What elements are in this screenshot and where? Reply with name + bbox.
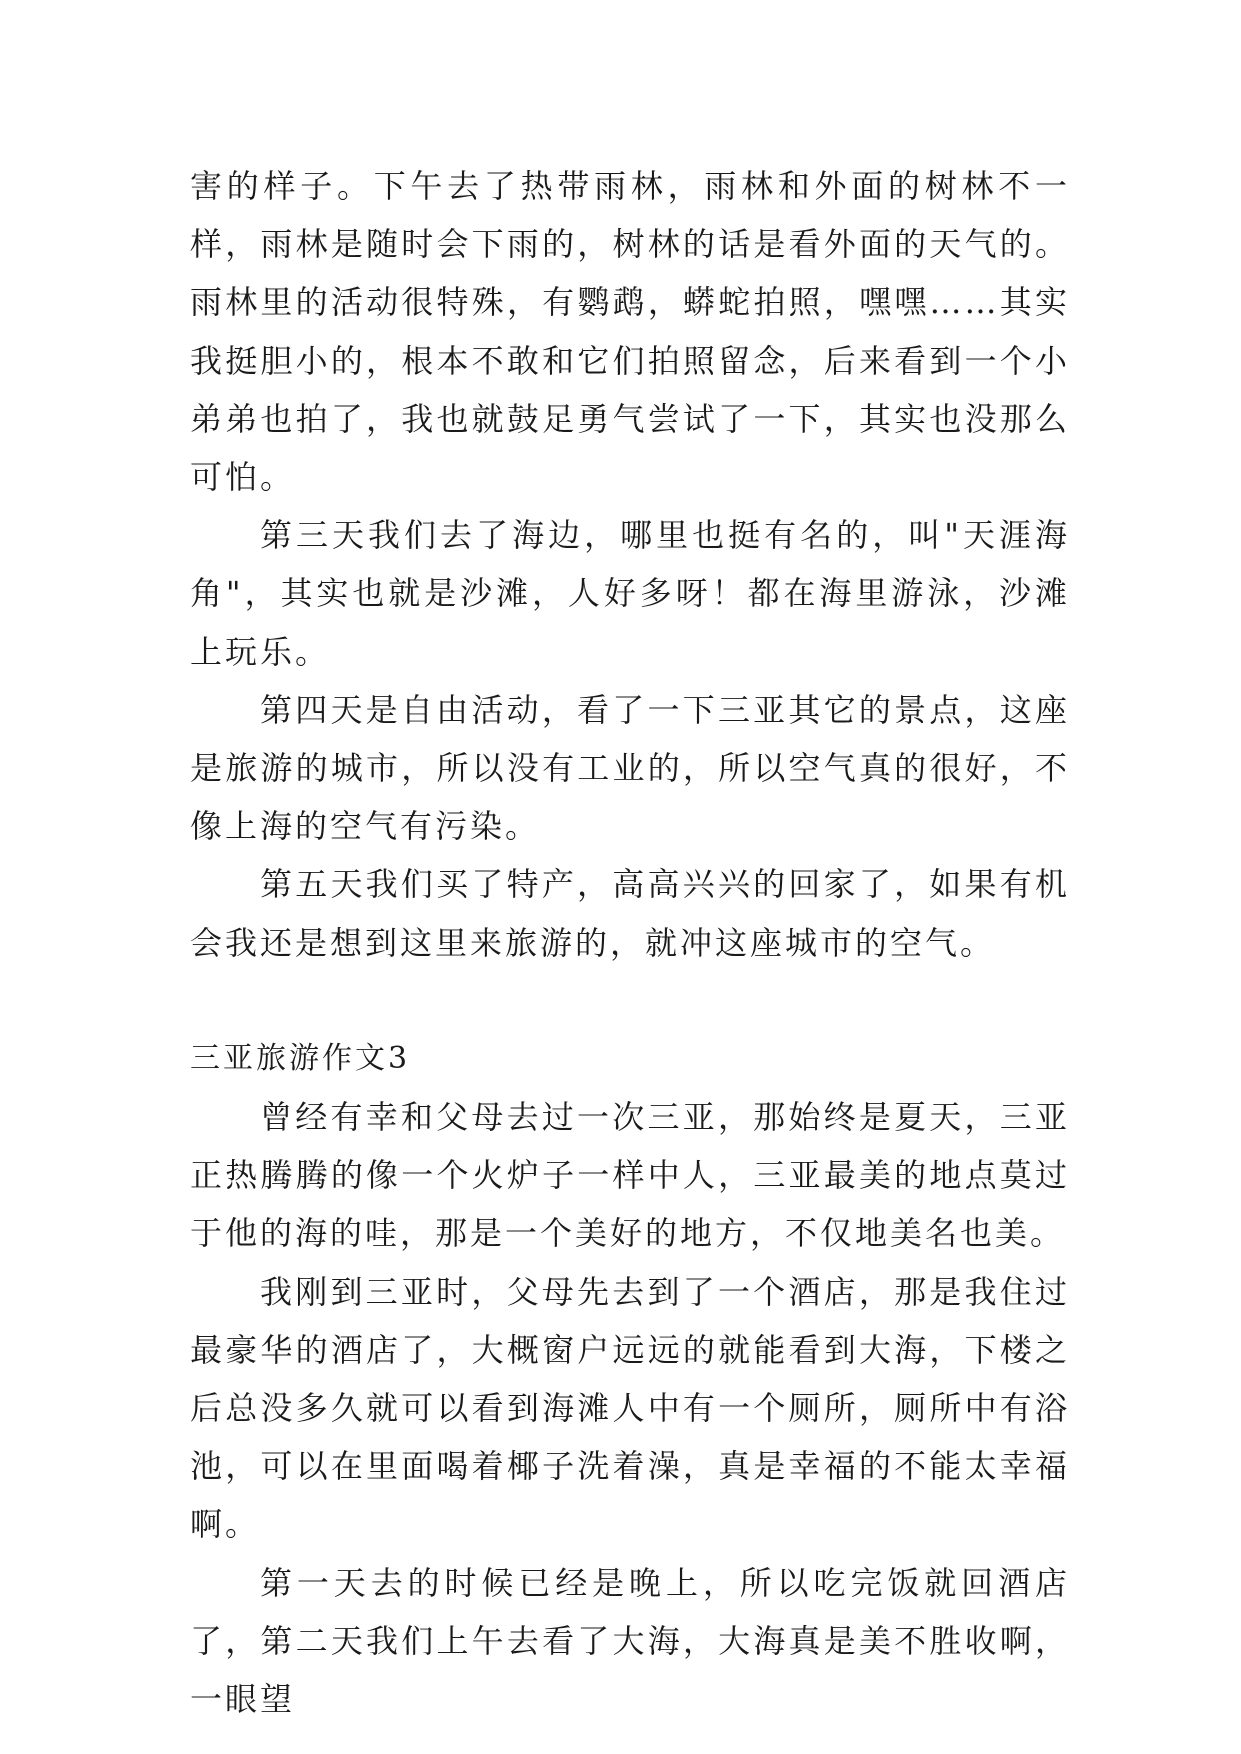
document-body <box>190 157 1070 1728</box>
paragraph-day-five: 第五天我们买了特产，高高兴兴的回家了，如果有机会我还是想到这里来旅游的，就冲这座城市的空气。 <box>190 865 1070 962</box>
section-title: 三亚旅游作文3 <box>190 1040 411 1076</box>
paragraph-day-three: 第三天我们去了海边，哪里也挺有名的，叫"天涯海角"，其实也就是沙滩，人好多呀！都在海里游泳，沙滩上玩乐。 <box>190 516 1070 671</box>
paragraph-intro: 曾经有幸和父母去过一次三亚，那始终是夏天，三亚正热腾腾的像一个火炉子一样中人，三亚最美的地点莫过于他的海的哇，那是一个美好的地方，不仅地美名也美。 <box>190 1098 1070 1253</box>
paragraph-day-four: 第四天是自由活动，看了一下三亚其它的景点，这座是旅游的城市，所以没有工业的，所以空气真的很好，不像上海的空气有污染。 <box>190 690 1070 846</box>
paragraph-first-day: 第一天去的时候已经是晚上，所以吃完饭就回酒店了，第二天我们上午去看了大海，大海真是美不胜收啊，一眼望 <box>190 1563 1070 1719</box>
paragraph-hotel: 我刚到三亚时，父母先去到了一个酒店，那是我住过最豪华的酒店了，大概窗户远远的就能看到大海，下楼之后总没多久就可以看到海滩人中有一个厕所，厕所中有浴池，可以在里面喝着椰子洗着澡，真是幸福的不能太幸福啊。 <box>190 1272 1070 1544</box>
paragraph-continued: 害的样子。下午去了热带雨林，雨林和外面的树林不一样，雨林是随时会下雨的，树林的话是看外面的天气的。雨林里的活动很特殊，有鹦鹉，蟒蛇拍照，嘿嘿……其实我挺胆小的，根本不敢和它们拍照留念，后来看到一个小弟弟也拍了，我也就鼓足勇气尝试了一下，其实也没那么可怕。 <box>190 167 1070 497</box>
